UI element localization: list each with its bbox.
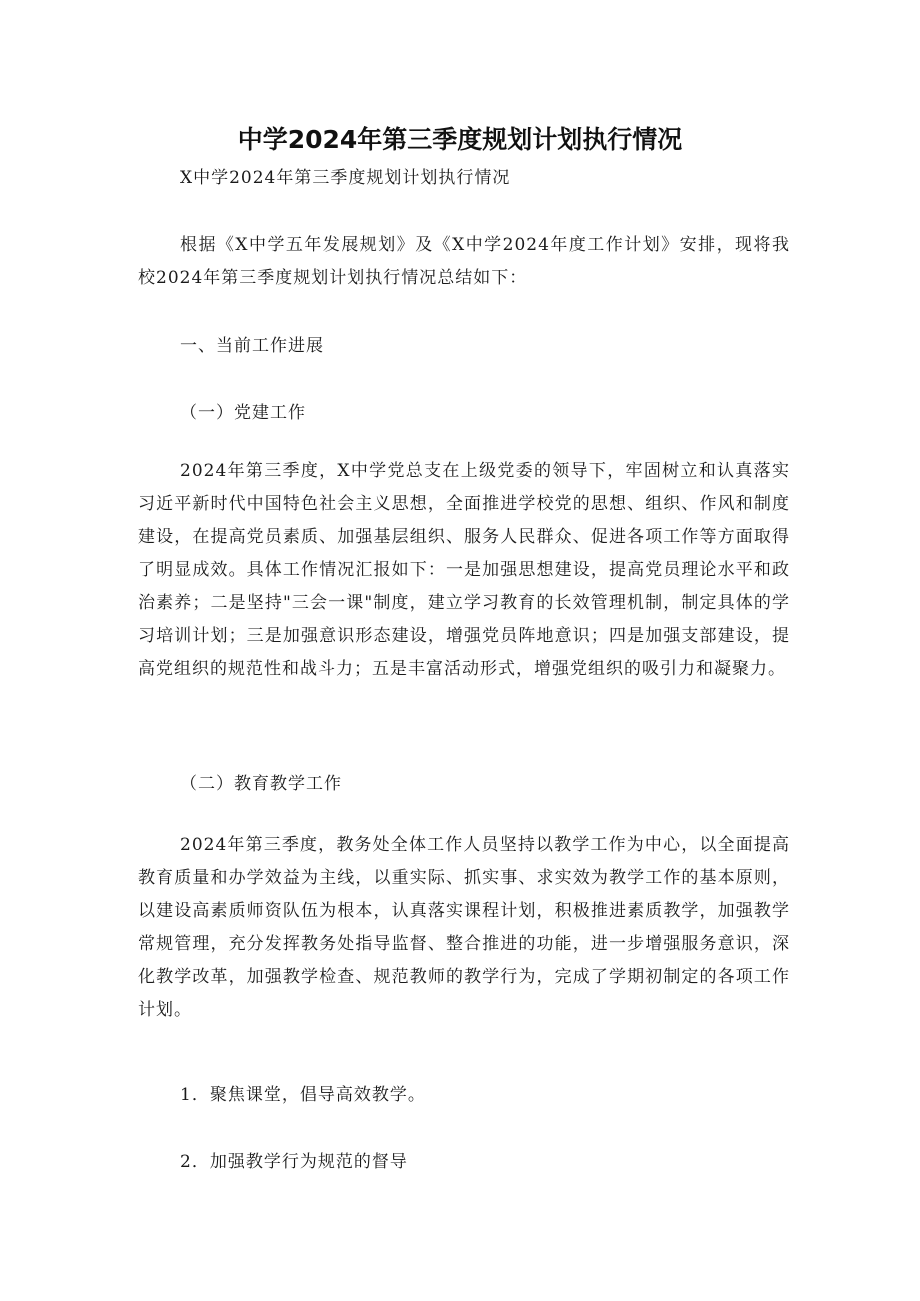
section-heading-current-progress: 一、当前工作进展	[180, 336, 324, 356]
party-building-paragraph: 2024年第三季度，X中学党总支在上级党委的领导下，牢固树立和认真落实习近平新时代中国特色社会主义思想，全面推进学校党的思想、组织、作风和制度建设，在提高党员素质、加强基层组织、服务人民群众、促进各项工作等方面取得了明显成效。具体工作情况汇报如下：一是加强思想建设，提高党员理论水平和政治素养；二是坚持"三会一课"制度，建立学习教育的长效管理机制，制定具体的学习培训计划；三是加强意识形态建设，增强党员阵地意识；四是加强支部建设，提高党组织的规范性和战斗力；五是丰富活动形式，增强党组织的吸引力和凝聚力。	[138, 461, 790, 679]
list-item-2: 2．加强教学行为规范的督导	[180, 1152, 408, 1172]
teaching-paragraph: 2024年第三季度，教务处全体工作人员坚持以教学工作为中心，以全面提高教育质量和办学效益为主线，以重实际、抓实事、求实效为教学工作的基本原则，以建设高素质师资队伍为根本，认真落实课程计划，积极推进素质教学，加强教学常规管理，充分发挥教务处指导监督、整合推进的功能，进一步增强服务意识，深化教学改革，加强教学检查、规范教师的教学行为，完成了学期初制定的各项工作计划。	[138, 835, 790, 1020]
intro-paragraph: 根据《X中学五年发展规划》及《X中学2024年度工作计划》安排，现将我校2024年第三季度规划计划执行情况总结如下：	[138, 235, 790, 288]
document-title: 中学2024年第三季度规划计划执行情况	[237, 125, 683, 154]
subsection-heading-party-building: （一）党建工作	[180, 403, 306, 423]
subsection-heading-teaching: （二）教育教学工作	[180, 774, 342, 794]
document-subtitle: X中学2024年第三季度规划计划执行情况	[180, 168, 511, 188]
list-item-1: 1．聚焦课堂，倡导高效教学。	[180, 1085, 426, 1105]
